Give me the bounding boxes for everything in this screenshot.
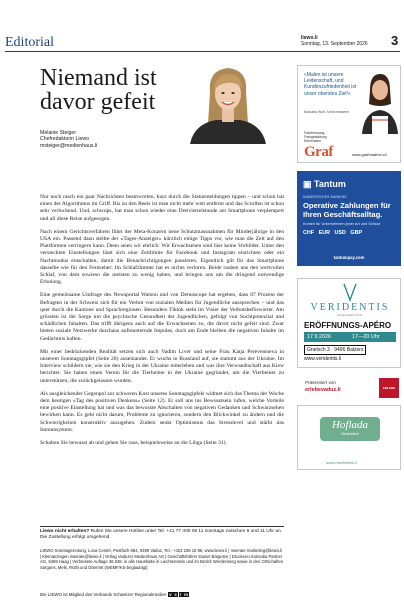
tantum-logo-icon: ▣ [303,179,315,189]
vsm-logo-letter: v [169,592,172,597]
ad-veridentis-address: Gnetsch 3 · 9496 Balzers [304,345,366,355]
author-portrait [176,62,280,144]
ad-graf-quote: «Malen ist unsere Leidenschaft, und Kundenzufriedenheit ist unser oberstes Ziel!» [304,72,357,97]
page-header [0,0,404,60]
ad-tantum-url[interactable]: tantumpay.com [333,255,365,260]
paragraph: Eine gemeinsame Umfrage des Newsportal Watson und von Demoscope hat ergeben, dass 87 Prozent der Befragten in der Schweiz sich für ein Verbot von sozialen Medien für Jugendliche aussprechen – und das quer durch die Kantone und Sprachregionen. Besonders Tiktok steht im Visier der Verbotsbefürworter. Am grössten ist die Sorge um die psychische Gesundheit der Jugendlichen, gefolgt von Suchtpotenzial und schädlichen Inhalten. Das trifft übrigens auch auf die Erwachsenen zu, die davor nicht gefeit sind. Zwar bieten soziale Netzwerke durchaus aufmunternde Impulse, doch am Ende bleiben die negativen Inhalte im Gedächtnis haften. [40,292,284,342]
ad-tantum-currencies [303,230,365,236]
vsm-text: Die LIEWO ist Mitglied des Verbands Schweizer Regionalmedien [40,592,167,597]
subscription-notice-title: Liewo nicht erhalten? [40,529,90,534]
ad-graf-logo: Graf [304,144,333,160]
ad-graf-photo [358,70,400,134]
imprint: LIEWO Sonntagszeitung, Lova Center, Postfach 884, 9490 Vaduz, Tel.: +423 236 16 96, www.liewo.li | Inserate marketing@liewo.li | Kleinanzeigen inserate@liewo.li | Verlag Vaduzer Medienhaus AG | Geschäftsführer Daniel Bargetze | Druckerei Somedia Partner AG, 9469 Haag | Verbreitete Auflage 36 638, in alle Haushalte in Liechtenstein und im Bezirk Werdenberg sowie in den Ortschaften Sargans, Mels, Rüthi und Oberriet (WEMF/KS-beglaubigt) [40,548,284,570]
subscription-notice [40,529,284,541]
ad-tantum-subline: Konten für Unternehmen jeder Art und Grösse [303,222,381,226]
ad-hoflada[interactable] [297,405,401,470]
subscription-notice-text: Rufen Sie unsere Hotline unter Tel. +41 77 400 08 11 sonntags zwischen 9 und 11 Uhr an. Die Zustellung erfolgt umgehend. [40,529,282,541]
currency-usd: USD [334,230,346,236]
paragraph: Nur noch rasch ein paar Nachrichten beantworten, kurz durch die Statusmeldungen tippen – und schon hat einen der Algorithmus im Griff. Bis zu den Reels ist man nicht mehr weit entfernt und das Scrollen ist schon sehr verlockend. Und, schwups, hat man schon wieder eine Dreiviertelstunde am Smartphone verplempert und all diese Reize aufgesogen. [40,194,284,222]
author-name: Melanie Steiger [40,130,77,136]
currency-chf: CHF [303,230,315,236]
ad-graf-url[interactable]: www.grafmalerei.ch [352,152,387,157]
ad-veridentis-time: 17—20 Uhr [352,334,380,340]
paragraph: Mit einer bedrückenden Realität setzen sich auch Vadim Liver und seine Frau Katja Pereventseva in unserem Sonntagsgipfel (Seite 20) auseinander. Er wuchs in Russland auf, sie stammt aus der Ukraine. Im Interview schildern sie, wie sie den Krieg in der Ukraine miterleben und was ihre Verwandtschaft aus Kiew berichtet. Sie haben einen Verein für die Tierheime in der Ukraine gegründet, um die Vierbeiner zu unterstützen, die zurückgelassen wurden. [40,348,284,384]
ad-erlebe-presented-by: Präsentiert von [305,380,336,385]
ad-veridentis-web[interactable]: www.veridentis.li [304,356,341,362]
headline: Niemand ist davor gefeit [40,65,157,115]
header-rule [5,51,400,52]
ad-veridentis-brand: VERIDENTIS [310,302,390,313]
paragraph: Als ausgleichender Gegenpol zur schweren Kost unseres Sonntagsgipfels widmet sich das Thema der Woche dem heutigen «Tag des positiven Denkens» (Seite 12). Er soll uns ins Bewusstsein rufen, welche Vorteile eine positive Einstellung hat und was das bewusste Abschalten von negativen Gedanken und Schwarzsehen bewirken kann. Es geht nicht darum, Probleme zu ignorieren, sondern den Blickwinkel zu ändern und die Schwierigkeiten konstruktiv anzugehen. Zudem senkt Optimismus das Stresslevel und stärkt das Immunsystem. [40,390,284,433]
article-body [40,194,284,453]
currency-eur: EUR [318,230,330,236]
veridentis-v-icon [343,283,357,301]
page-number: 3 [391,33,399,48]
ad-veridentis-headline: ERÖFFNUNGS-APÉRO [304,321,392,330]
ad-veridentis[interactable] [297,278,401,368]
ad-tantum-logo [303,179,346,190]
vsm-logo-letter: s [174,592,178,597]
vsm-logo-letter: r [179,592,182,597]
ad-hoflada-sub: Neufeldhof [341,432,359,436]
ad-graf-slogan: Farbberatung Farbgestaltung Renovation [304,131,327,143]
vsm-membership [40,592,189,597]
ad-veridentis-date: 17.9.2026 [304,332,396,342]
footer-rule [40,526,284,527]
ad-hoflada-brand: Hoflada [331,419,369,431]
ad-graf-person: Manuela Wolf, Servicemalerin [304,110,349,114]
ad-hoflada-url[interactable]: www.neufeldhof.li [326,460,358,465]
ad-tantum-headline: Operative Zahlungen für Ihren Geschäftsalltag. [303,201,391,219]
author-email[interactable]: msteiger@medienhaus.li [40,142,98,149]
section-title: Editorial [5,35,54,50]
ad-erlebe-url[interactable]: erlebevaduz.li [305,387,341,393]
ad-hoflada-label [320,417,380,441]
paragraph: Nach einem Gerichtsverfahren führt der Meta-Konzern neue Schutzmassnahmen für Minderjährige in den USA ein. Passend dazu stellte der «Tages-Anzeiger» kürzlich einige Tipps vor, wie man die Zeit auf den Plattformen verringern kann. Denn seien wir ehrlich: Wir Erwachsenen sind hier keine Vorbilder. Unter den versteckten Einstellungen lässt sich eine Zeitlimite für Facebook und Instagram einrichten oder ein Nachtmodus einschalten, damit die Benachrichtigungen pausieren. Eigentlich gilt für das Smartphone dasselbe wie für den Fernseher: Im Schlafzimmer hat es nichts verloren. Beide rauben uns den wertvollen Schlaf, von dem sowieso die meisten zu wenig haben, und bringen uns um die dringend notwendige Erholung. [40,228,284,286]
ad-tantum-logo-text: Tantum [314,179,346,189]
paragraph: Schalten Sie bewusst ab und gehen Sie raus, beispielsweise an die Lihga (Seite 31). [40,440,227,447]
paper-name: liewo.li [301,35,318,41]
vsm-logo-letter: m [184,592,189,597]
ad-tantum[interactable] [297,171,401,266]
ad-erlebe-logo: ERLEBE [379,378,399,398]
author-block [40,130,97,149]
ad-erlebe-vaduz[interactable] [297,377,401,399]
ad-graf-malerei[interactable] [297,65,401,163]
author-role: Chefredaktorin Liewo [40,136,90,143]
issue-date: Sonntag, 13. September 2026 [301,41,368,47]
ad-veridentis-tagline: ZAHNMEDIZIN [337,313,363,317]
currency-gbp: GBP [350,230,363,236]
ad-tantum-kicker: NUMERISCHES BANKING [303,195,347,199]
